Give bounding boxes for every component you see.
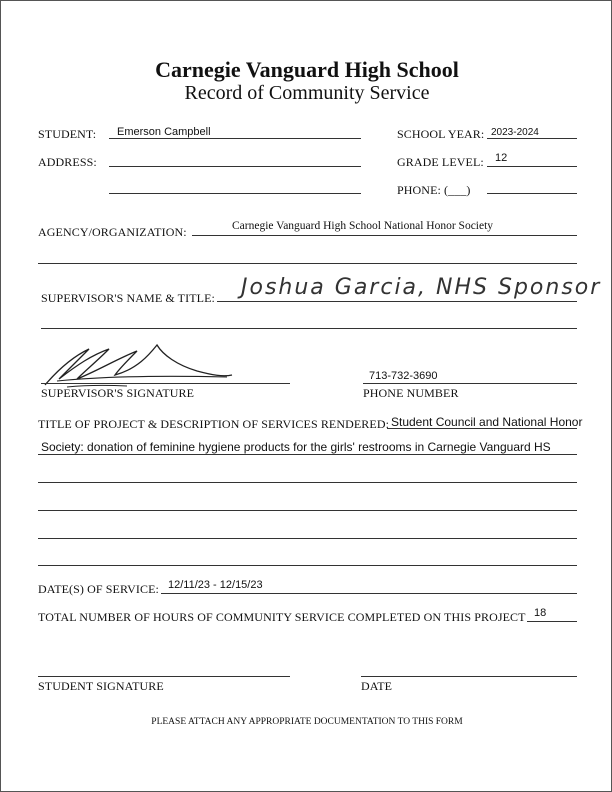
grade-level-line[interactable] <box>487 166 577 167</box>
project-label: TITLE OF PROJECT & DESCRIPTION OF SERVICES RENDERED: <box>38 417 390 431</box>
supervisor-name-label: SUPERVISOR'S NAME & TITLE: <box>41 291 215 305</box>
phone-number-label: PHONE NUMBER <box>363 386 459 400</box>
project-line-2[interactable] <box>38 454 577 455</box>
hours-line[interactable] <box>527 621 577 622</box>
supervisor-signature-line[interactable] <box>41 383 290 384</box>
hours-label: TOTAL NUMBER OF HOURS OF COMMUNITY SERVICE COMPLETED ON THIS PROJECT <box>38 610 526 624</box>
address-line-1[interactable] <box>109 166 361 167</box>
footer-note: PLEASE ATTACH ANY APPROPRIATE DOCUMENTATION TO THIS FORM <box>151 717 463 727</box>
supervisor-name-line[interactable] <box>217 301 577 302</box>
student-label: STUDENT: <box>38 127 97 141</box>
agency-value: Carnegie Vanguard High School National Honor Society <box>232 220 494 232</box>
phone-label: PHONE: (___) <box>397 183 471 197</box>
project-description-line-2: Society: donation of feminine hygiene products for the girls' restrooms in Carnegie Vanguard HS <box>41 440 551 454</box>
date-line[interactable] <box>361 676 577 677</box>
school-year-line[interactable] <box>487 138 577 139</box>
school-name: Carnegie Vanguard High School <box>155 57 459 82</box>
agency-label: AGENCY/ORGANIZATION: <box>38 225 187 239</box>
dates-line[interactable] <box>161 593 577 594</box>
project-description-line-1: Student Council and National Honor <box>391 415 583 429</box>
date-label: DATE <box>361 679 393 693</box>
school-year-value: 2023-2024 <box>491 127 539 138</box>
dates-label: DATE(S) OF SERVICE: <box>38 582 159 596</box>
project-line-6[interactable] <box>38 565 577 566</box>
grade-level-label: GRADE LEVEL: <box>397 155 484 169</box>
grade-level-value: 12 <box>495 152 508 164</box>
agency-line-2[interactable] <box>38 263 577 264</box>
student-signature-label: STUDENT SIGNATURE <box>38 679 164 693</box>
address-label: ADDRESS: <box>38 155 97 169</box>
project-line-5[interactable] <box>38 538 577 539</box>
dates-value: 12/11/23 - 12/15/23 <box>168 579 263 591</box>
project-line-4[interactable] <box>38 510 577 511</box>
student-signature-line[interactable] <box>38 676 290 677</box>
hours-value: 18 <box>534 607 547 619</box>
supervisor-phone-value: 713-732-3690 <box>369 370 438 382</box>
supervisor-phone-line[interactable] <box>363 383 577 384</box>
supervisor-name-line-2[interactable] <box>41 328 577 329</box>
address-line-2[interactable] <box>109 193 361 194</box>
student-line[interactable] <box>109 138 361 139</box>
school-year-label: SCHOOL YEAR: <box>397 127 485 141</box>
supervisor-signature-label: SUPERVISOR'S SIGNATURE <box>41 386 195 400</box>
form-title: Record of Community Service <box>184 82 430 104</box>
project-line-3[interactable] <box>38 482 577 483</box>
phone-line[interactable] <box>487 193 577 194</box>
student-name-value: Emerson Campbell <box>117 126 211 138</box>
supervisor-name-handwritten: Joshua Garcia, NHS Sponsor <box>241 275 602 300</box>
agency-line[interactable] <box>192 235 577 236</box>
